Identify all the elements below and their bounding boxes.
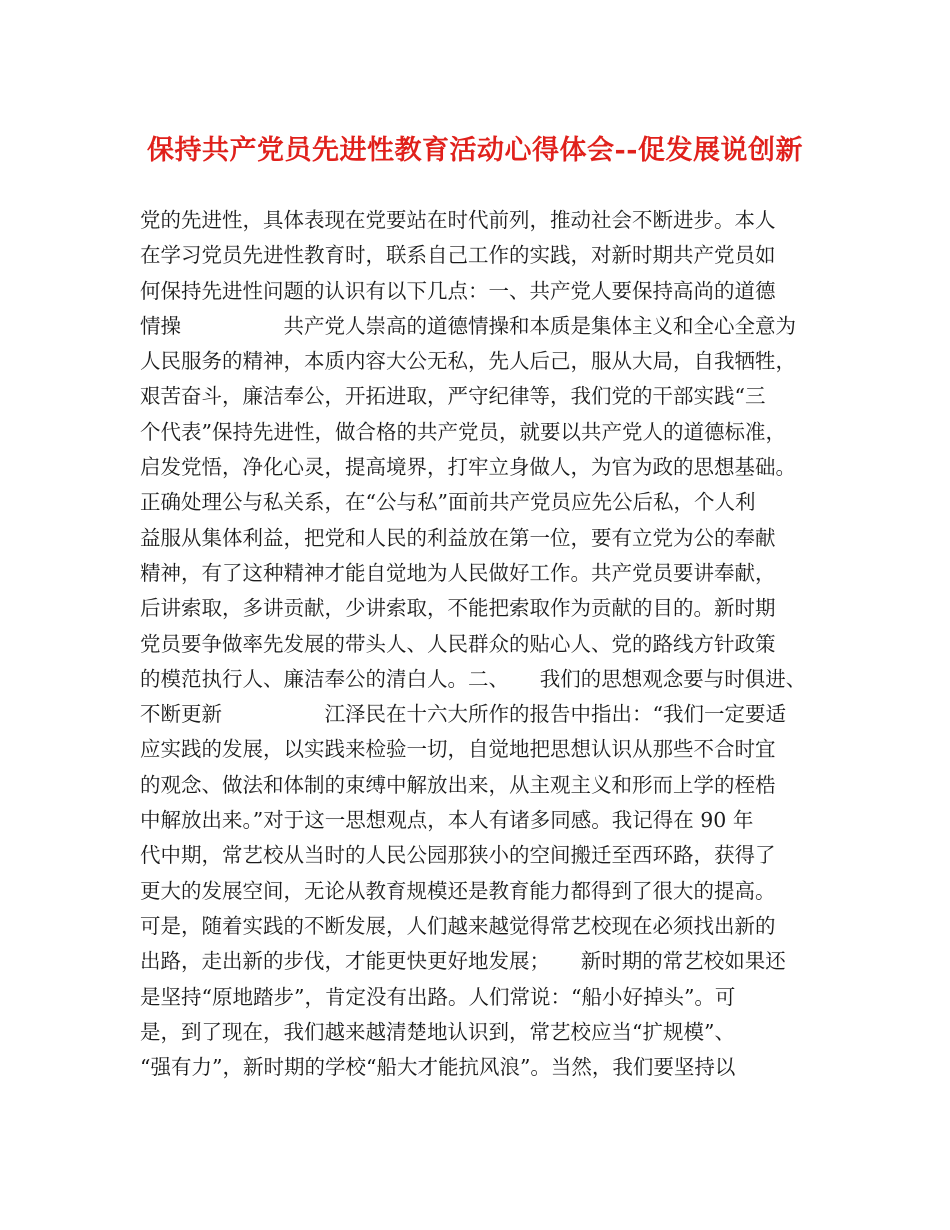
body-line: 是坚持“原地踏步”，肯定没有出路。人们常说：“船小好掉头”。可	[140, 984, 736, 1009]
body-line: 艰苦奋斗，廉洁奉公，开拓进取，严守纪律等，我们党的干部实践“三	[140, 384, 766, 409]
document-body	[140, 203, 820, 1085]
body-line: 党员要争做率先发展的带头人、人民群众的贴心人、党的路线方针政策	[140, 631, 776, 656]
body-line: 个代表”保持先进性，做合格的共产党员，就要以共产党人的道德标准，	[140, 419, 786, 444]
body-line: 启发党悟，净化心灵，提高境界，打牢立身做人，为官为政的思想基础。	[140, 455, 796, 480]
body-line: 后讲索取，多讲贡献，少讲索取，不能把索取作为贡献的目的。新时期	[140, 596, 776, 621]
body-line: 在学习党员先进性教育时，联系自己工作的实践，对新时期共产党员如	[140, 243, 776, 268]
body-line: 是，到了现在，我们越来越清楚地认识到，常艺校应当“扩规模”、	[140, 1019, 735, 1044]
body-line: 更大的发展空间，无论从教育规模还是教育能力都得到了很大的提高。	[140, 878, 776, 903]
body-line: 不断更新 江泽民在十六大所作的报告中指出：“我们一定要适	[140, 702, 786, 727]
body-line: 精神，有了这种精神才能自觉地为人民做好工作。共产党员要讲奉献，	[140, 560, 776, 585]
body-line: 中解放出来。”对于这一思想观点，本人有诸多同感。我记得在 90 年	[140, 808, 754, 833]
document-title: 保持共产党员先进性教育活动心得体会--促发展说创新	[147, 135, 803, 166]
body-line: 情操 共产党人崇高的道德情操和本质是集体主义和全心全意为	[140, 313, 796, 338]
body-line: 何保持先进性问题的认识有以下几点：一、共产党人要保持高尚的道德	[140, 278, 776, 303]
body-line: 党的先进性，具体表现在党要站在时代前列，推动社会不断进步。本人	[140, 208, 776, 232]
body-line: 应实践的发展，以实践来检验一切，自觉地把思想认识从那些不合时宜	[140, 737, 776, 762]
body-line: 人民服务的精神，本质内容大公无私，先人后己，服从大局，自我牺牲，	[140, 349, 796, 374]
body-line: 的观念、做法和体制的束缚中解放出来，从主观主义和形而上学的桎梏	[140, 772, 776, 797]
body-line: 的模范执行人、廉洁奉公的清白人。二、 我们的思想观念要与时俱进、	[140, 666, 807, 691]
body-line: 出路，走出新的步伐，才能更快更好地发展； 新时期的常艺校如果还	[140, 949, 786, 974]
body-line: 可是，随着实践的不断发展，人们越来越觉得常艺校现在必须找出新的	[140, 913, 776, 938]
body-line: 正确处理公与私关系，在“公与私”面前共产党员应先公后私，个人利	[140, 490, 756, 515]
body-line: 益服从集体利益，把党和人民的利益放在第一位，要有立党为公的奉献	[140, 525, 776, 550]
body-line: “强有力”，新时期的学校“船大才能抗风浪”。当然，我们要坚持以	[140, 1055, 736, 1080]
body-line: 代中期，常艺校从当时的人民公园那狭小的空间搬迁至西环路，获得了	[140, 843, 776, 868]
